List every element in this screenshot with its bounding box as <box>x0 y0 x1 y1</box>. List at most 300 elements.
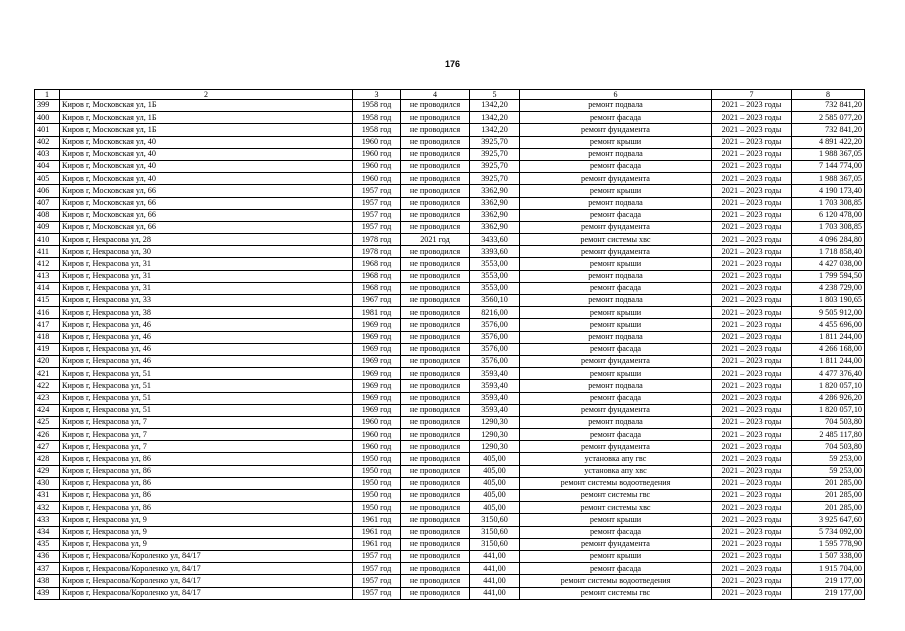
address-cell: Киров г, Некрасова ул, 51 <box>60 380 353 392</box>
area-cell: 405,00 <box>470 477 520 489</box>
period-cell: 2021 – 2023 годы <box>712 319 792 331</box>
table-row <box>35 160 865 172</box>
cost-cell: 4 190 173,40 <box>792 185 865 197</box>
area-cell: 3593,40 <box>470 368 520 380</box>
build-year-cell: 1969 год <box>353 331 401 343</box>
table-row <box>35 526 865 538</box>
period-cell: 2021 – 2023 годы <box>712 221 792 233</box>
period-cell: 2021 – 2023 годы <box>712 258 792 270</box>
table-row <box>35 453 865 465</box>
row-number-cell: 432 <box>35 502 60 514</box>
work-type-cell: ремонт фасада <box>520 392 712 404</box>
cost-cell: 201 285,00 <box>792 490 865 502</box>
last-repair-cell: не проводился <box>401 380 470 392</box>
row-number-cell: 401 <box>35 124 60 136</box>
row-number-cell: 415 <box>35 295 60 307</box>
cost-cell: 201 285,00 <box>792 477 865 489</box>
period-cell: 2021 – 2023 годы <box>712 246 792 258</box>
last-repair-cell: не проводился <box>401 319 470 331</box>
period-cell: 2021 – 2023 годы <box>712 429 792 441</box>
work-type-cell: ремонт крыши <box>520 514 712 526</box>
cost-cell: 4 266 168,00 <box>792 343 865 355</box>
last-repair-cell: не проводился <box>401 209 470 221</box>
table-row <box>35 124 865 136</box>
address-cell: Киров г, Некрасова ул, 9 <box>60 526 353 538</box>
address-cell: Киров г, Некрасова ул, 46 <box>60 355 353 367</box>
cost-cell: 7 144 774,00 <box>792 160 865 172</box>
area-cell: 3362,90 <box>470 209 520 221</box>
address-cell: Киров г, Некрасова ул, 28 <box>60 234 353 246</box>
build-year-cell: 1950 год <box>353 465 401 477</box>
row-number-cell: 407 <box>35 197 60 209</box>
work-type-cell: ремонт фасада <box>520 429 712 441</box>
row-number-cell: 404 <box>35 160 60 172</box>
table-row <box>35 148 865 160</box>
work-type-cell: ремонт фасада <box>520 160 712 172</box>
row-number-cell: 438 <box>35 575 60 587</box>
cost-cell: 1 820 057,10 <box>792 380 865 392</box>
address-cell: Киров г, Некрасова ул, 31 <box>60 282 353 294</box>
period-cell: 2021 – 2023 годы <box>712 209 792 221</box>
work-type-cell: ремонт фасада <box>520 526 712 538</box>
last-repair-cell: не проводился <box>401 258 470 270</box>
last-repair-cell: не проводился <box>401 392 470 404</box>
table-row <box>35 355 865 367</box>
address-cell: Киров г, Некрасова ул, 9 <box>60 514 353 526</box>
period-cell: 2021 – 2023 годы <box>712 185 792 197</box>
repair-program-table <box>34 89 865 600</box>
cost-cell: 704 503,80 <box>792 441 865 453</box>
last-repair-cell: не проводился <box>401 526 470 538</box>
cost-cell: 219 177,00 <box>792 587 865 599</box>
header-cell-work-type: 6 <box>520 90 712 100</box>
address-cell: Киров г, Некрасова ул, 86 <box>60 477 353 489</box>
last-repair-cell: не проводился <box>401 550 470 562</box>
work-type-cell: ремонт фундамента <box>520 246 712 258</box>
table-row <box>35 136 865 148</box>
period-cell: 2021 – 2023 годы <box>712 502 792 514</box>
row-number-cell: 421 <box>35 368 60 380</box>
address-cell: Киров г, Некрасова ул, 86 <box>60 453 353 465</box>
build-year-cell: 1950 год <box>353 453 401 465</box>
work-type-cell: ремонт системы водоотведения <box>520 477 712 489</box>
address-cell: Киров г, Некрасова ул, 86 <box>60 502 353 514</box>
area-cell: 3576,00 <box>470 319 520 331</box>
last-repair-cell: 2021 год <box>401 234 470 246</box>
last-repair-cell: не проводился <box>401 514 470 526</box>
work-type-cell: ремонт фасада <box>520 282 712 294</box>
area-cell: 405,00 <box>470 453 520 465</box>
work-type-cell: ремонт крыши <box>520 307 712 319</box>
cost-cell: 1 988 367,05 <box>792 173 865 185</box>
row-number-cell: 403 <box>35 148 60 160</box>
work-type-cell: ремонт подвала <box>520 270 712 282</box>
header-cell-address: 2 <box>60 90 353 100</box>
row-number-cell: 420 <box>35 355 60 367</box>
build-year-cell: 1961 год <box>353 526 401 538</box>
build-year-cell: 1957 год <box>353 587 401 599</box>
build-year-cell: 1960 год <box>353 429 401 441</box>
build-year-cell: 1960 год <box>353 441 401 453</box>
last-repair-cell: не проводился <box>401 477 470 489</box>
period-cell: 2021 – 2023 годы <box>712 441 792 453</box>
table-row <box>35 197 865 209</box>
build-year-cell: 1969 год <box>353 404 401 416</box>
address-cell: Киров г, Некрасова/Короленко ул, 84/17 <box>60 563 353 575</box>
address-cell: Киров г, Московская ул, 1Б <box>60 124 353 136</box>
area-cell: 3150,60 <box>470 538 520 550</box>
last-repair-cell: не проводился <box>401 112 470 124</box>
period-cell: 2021 – 2023 годы <box>712 331 792 343</box>
row-number-cell: 416 <box>35 307 60 319</box>
table-body <box>35 100 865 600</box>
area-cell: 405,00 <box>470 502 520 514</box>
cost-cell: 1 820 057,10 <box>792 404 865 416</box>
build-year-cell: 1950 год <box>353 502 401 514</box>
work-type-cell: ремонт подвала <box>520 100 712 112</box>
cost-cell: 1 703 308,85 <box>792 197 865 209</box>
address-cell: Киров г, Некрасова/Короленко ул, 84/17 <box>60 587 353 599</box>
work-type-cell: ремонт крыши <box>520 185 712 197</box>
table-row <box>35 234 865 246</box>
address-cell: Киров г, Московская ул, 40 <box>60 160 353 172</box>
work-type-cell: ремонт крыши <box>520 258 712 270</box>
cost-cell: 201 285,00 <box>792 502 865 514</box>
cost-cell: 2 585 077,20 <box>792 112 865 124</box>
table-row <box>35 575 865 587</box>
period-cell: 2021 – 2023 годы <box>712 148 792 160</box>
area-cell: 3393,60 <box>470 246 520 258</box>
row-number-cell: 436 <box>35 550 60 562</box>
last-repair-cell: не проводился <box>401 221 470 233</box>
row-number-cell: 414 <box>35 282 60 294</box>
area-cell: 1342,20 <box>470 124 520 136</box>
page-number: 176 <box>444 59 461 69</box>
last-repair-cell: не проводился <box>401 453 470 465</box>
table-row <box>35 307 865 319</box>
period-cell: 2021 – 2023 годы <box>712 307 792 319</box>
row-number-cell: 423 <box>35 392 60 404</box>
period-cell: 2021 – 2023 годы <box>712 197 792 209</box>
row-number-cell: 409 <box>35 221 60 233</box>
last-repair-cell: не проводился <box>401 538 470 550</box>
cost-cell: 1 595 778,90 <box>792 538 865 550</box>
build-year-cell: 1950 год <box>353 490 401 502</box>
table-row <box>35 112 865 124</box>
table-row <box>35 270 865 282</box>
address-cell: Киров г, Некрасова ул, 46 <box>60 331 353 343</box>
address-cell: Киров г, Некрасова ул, 9 <box>60 538 353 550</box>
build-year-cell: 1957 год <box>353 550 401 562</box>
work-type-cell: ремонт фундамента <box>520 441 712 453</box>
address-cell: Киров г, Московская ул, 66 <box>60 209 353 221</box>
build-year-cell: 1958 год <box>353 100 401 112</box>
area-cell: 3576,00 <box>470 355 520 367</box>
row-number-cell: 428 <box>35 453 60 465</box>
work-type-cell: ремонт подвала <box>520 148 712 160</box>
row-number-cell: 405 <box>35 173 60 185</box>
table-row <box>35 404 865 416</box>
build-year-cell: 1957 год <box>353 209 401 221</box>
cost-cell: 6 120 478,00 <box>792 209 865 221</box>
table-row <box>35 477 865 489</box>
address-cell: Киров г, Некрасова ул, 7 <box>60 429 353 441</box>
table-header <box>35 90 865 100</box>
table-row <box>35 563 865 575</box>
header-cell-cost: 8 <box>792 90 865 100</box>
last-repair-cell: не проводился <box>401 246 470 258</box>
address-cell: Киров г, Московская ул, 66 <box>60 185 353 197</box>
period-cell: 2021 – 2023 годы <box>712 343 792 355</box>
table-row <box>35 392 865 404</box>
build-year-cell: 1981 год <box>353 307 401 319</box>
row-number-cell: 408 <box>35 209 60 221</box>
work-type-cell: ремонт крыши <box>520 368 712 380</box>
area-cell: 3925,70 <box>470 148 520 160</box>
last-repair-cell: не проводился <box>401 465 470 477</box>
table-row <box>35 380 865 392</box>
last-repair-cell: не проводился <box>401 587 470 599</box>
area-cell: 3150,60 <box>470 514 520 526</box>
row-number-cell: 410 <box>35 234 60 246</box>
table-row <box>35 331 865 343</box>
work-type-cell: ремонт фундамента <box>520 404 712 416</box>
address-cell: Киров г, Некрасова ул, 51 <box>60 404 353 416</box>
row-number-cell: 399 <box>35 100 60 112</box>
table-row <box>35 343 865 355</box>
build-year-cell: 1968 год <box>353 270 401 282</box>
address-cell: Киров г, Некрасова ул, 46 <box>60 319 353 331</box>
table-row <box>35 185 865 197</box>
row-number-cell: 411 <box>35 246 60 258</box>
period-cell: 2021 – 2023 годы <box>712 587 792 599</box>
header-cell-year: 3 <box>353 90 401 100</box>
area-cell: 3362,90 <box>470 185 520 197</box>
area-cell: 441,00 <box>470 550 520 562</box>
area-cell: 8216,00 <box>470 307 520 319</box>
build-year-cell: 1969 год <box>353 368 401 380</box>
last-repair-cell: не проводился <box>401 270 470 282</box>
work-type-cell: ремонт фундамента <box>520 355 712 367</box>
table-row <box>35 550 865 562</box>
address-cell: Киров г, Московская ул, 1Б <box>60 100 353 112</box>
address-cell: Киров г, Некрасова/Короленко ул, 84/17 <box>60 575 353 587</box>
build-year-cell: 1957 год <box>353 575 401 587</box>
row-number-cell: 435 <box>35 538 60 550</box>
work-type-cell: ремонт системы водоотведения <box>520 575 712 587</box>
area-cell: 3560,10 <box>470 295 520 307</box>
address-cell: Киров г, Некрасова ул, 30 <box>60 246 353 258</box>
work-type-cell: ремонт системы хвс <box>520 234 712 246</box>
row-number-cell: 424 <box>35 404 60 416</box>
cost-cell: 1 988 367,05 <box>792 148 865 160</box>
last-repair-cell: не проводился <box>401 124 470 136</box>
area-cell: 405,00 <box>470 490 520 502</box>
build-year-cell: 1967 год <box>353 295 401 307</box>
last-repair-cell: не проводился <box>401 295 470 307</box>
cost-cell: 4 238 729,00 <box>792 282 865 294</box>
cost-cell: 1 803 190,65 <box>792 295 865 307</box>
last-repair-cell: не проводился <box>401 502 470 514</box>
last-repair-cell: не проводился <box>401 331 470 343</box>
table-row <box>35 441 865 453</box>
period-cell: 2021 – 2023 годы <box>712 490 792 502</box>
cost-cell: 3 925 647,60 <box>792 514 865 526</box>
address-cell: Киров г, Некрасова ул, 51 <box>60 392 353 404</box>
last-repair-cell: не проводился <box>401 136 470 148</box>
row-number-cell: 412 <box>35 258 60 270</box>
area-cell: 1290,30 <box>470 429 520 441</box>
period-cell: 2021 – 2023 годы <box>712 404 792 416</box>
table-row <box>35 246 865 258</box>
cost-cell: 219 177,00 <box>792 575 865 587</box>
area-cell: 3576,00 <box>470 343 520 355</box>
area-cell: 3362,90 <box>470 221 520 233</box>
row-number-cell: 437 <box>35 563 60 575</box>
build-year-cell: 1969 год <box>353 355 401 367</box>
cost-cell: 4 286 926,20 <box>792 392 865 404</box>
area-cell: 3553,00 <box>470 282 520 294</box>
last-repair-cell: не проводился <box>401 197 470 209</box>
work-type-cell: ремонт фундамента <box>520 124 712 136</box>
build-year-cell: 1957 год <box>353 563 401 575</box>
work-type-cell: ремонт подвала <box>520 331 712 343</box>
table-row <box>35 465 865 477</box>
row-number-cell: 434 <box>35 526 60 538</box>
area-cell: 3593,40 <box>470 380 520 392</box>
last-repair-cell: не проводился <box>401 441 470 453</box>
work-type-cell: ремонт фасада <box>520 209 712 221</box>
work-type-cell: ремонт фундамента <box>520 173 712 185</box>
table-row <box>35 221 865 233</box>
cost-cell: 59 253,00 <box>792 465 865 477</box>
period-cell: 2021 – 2023 годы <box>712 295 792 307</box>
address-cell: Киров г, Некрасова/Короленко ул, 84/17 <box>60 550 353 562</box>
area-cell: 1342,20 <box>470 112 520 124</box>
cost-cell: 1 718 858,40 <box>792 246 865 258</box>
address-cell: Киров г, Некрасова ул, 33 <box>60 295 353 307</box>
build-year-cell: 1960 год <box>353 160 401 172</box>
address-cell: Киров г, Некрасова ул, 86 <box>60 490 353 502</box>
period-cell: 2021 – 2023 годы <box>712 282 792 294</box>
table-row <box>35 319 865 331</box>
row-number-cell: 426 <box>35 429 60 441</box>
build-year-cell: 1960 год <box>353 148 401 160</box>
row-number-cell: 406 <box>35 185 60 197</box>
last-repair-cell: не проводился <box>401 160 470 172</box>
table-row <box>35 209 865 221</box>
last-repair-cell: не проводился <box>401 185 470 197</box>
address-cell: Киров г, Некрасова ул, 7 <box>60 441 353 453</box>
work-type-cell: ремонт подвала <box>520 295 712 307</box>
address-cell: Киров г, Некрасова ул, 46 <box>60 343 353 355</box>
period-cell: 2021 – 2023 годы <box>712 355 792 367</box>
row-number-cell: 439 <box>35 587 60 599</box>
table-row <box>35 100 865 112</box>
period-cell: 2021 – 2023 годы <box>712 392 792 404</box>
row-number-cell: 433 <box>35 514 60 526</box>
build-year-cell: 1960 год <box>353 136 401 148</box>
area-cell: 3362,90 <box>470 197 520 209</box>
row-number-cell: 419 <box>35 343 60 355</box>
work-type-cell: ремонт системы гвс <box>520 587 712 599</box>
cost-cell: 4 455 696,00 <box>792 319 865 331</box>
area-cell: 3925,70 <box>470 160 520 172</box>
last-repair-cell: не проводился <box>401 416 470 428</box>
period-cell: 2021 – 2023 годы <box>712 514 792 526</box>
period-cell: 2021 – 2023 годы <box>712 100 792 112</box>
period-cell: 2021 – 2023 годы <box>712 136 792 148</box>
cost-cell: 9 505 912,00 <box>792 307 865 319</box>
cost-cell: 1 703 308,85 <box>792 221 865 233</box>
last-repair-cell: не проводился <box>401 173 470 185</box>
work-type-cell: ремонт фасада <box>520 112 712 124</box>
last-repair-cell: не проводился <box>401 307 470 319</box>
address-cell: Киров г, Некрасова ул, 31 <box>60 270 353 282</box>
table-row <box>35 514 865 526</box>
address-cell: Киров г, Некрасова ул, 51 <box>60 368 353 380</box>
address-cell: Киров г, Некрасова ул, 31 <box>60 258 353 270</box>
header-cell-last-repair: 4 <box>401 90 470 100</box>
period-cell: 2021 – 2023 годы <box>712 234 792 246</box>
cost-cell: 4 477 376,40 <box>792 368 865 380</box>
address-cell: Киров г, Московская ул, 40 <box>60 173 353 185</box>
row-number-cell: 402 <box>35 136 60 148</box>
period-cell: 2021 – 2023 годы <box>712 575 792 587</box>
work-type-cell: ремонт подвала <box>520 380 712 392</box>
row-number-cell: 413 <box>35 270 60 282</box>
period-cell: 2021 – 2023 годы <box>712 538 792 550</box>
build-year-cell: 1969 год <box>353 392 401 404</box>
cost-cell: 4 096 284,80 <box>792 234 865 246</box>
header-cell-area: 5 <box>470 90 520 100</box>
area-cell: 405,00 <box>470 465 520 477</box>
cost-cell: 732 841,20 <box>792 100 865 112</box>
build-year-cell: 1957 год <box>353 185 401 197</box>
header-cell-number: 1 <box>35 90 60 100</box>
table-row <box>35 295 865 307</box>
last-repair-cell: не проводился <box>401 404 470 416</box>
build-year-cell: 1978 год <box>353 246 401 258</box>
cost-cell: 2 485 117,80 <box>792 429 865 441</box>
address-cell: Киров г, Некрасова ул, 86 <box>60 465 353 477</box>
row-number-cell: 422 <box>35 380 60 392</box>
period-cell: 2021 – 2023 годы <box>712 416 792 428</box>
work-type-cell: установка апу гвс <box>520 453 712 465</box>
area-cell: 3553,00 <box>470 258 520 270</box>
header-cell-period: 7 <box>712 90 792 100</box>
work-type-cell: ремонт крыши <box>520 550 712 562</box>
last-repair-cell: не проводился <box>401 343 470 355</box>
area-cell: 3593,40 <box>470 392 520 404</box>
area-cell: 441,00 <box>470 563 520 575</box>
period-cell: 2021 – 2023 годы <box>712 550 792 562</box>
last-repair-cell: не проводился <box>401 563 470 575</box>
period-cell: 2021 – 2023 годы <box>712 563 792 575</box>
table-row <box>35 490 865 502</box>
period-cell: 2021 – 2023 годы <box>712 477 792 489</box>
work-type-cell: ремонт подвала <box>520 416 712 428</box>
table-row <box>35 368 865 380</box>
build-year-cell: 1958 год <box>353 112 401 124</box>
work-type-cell: ремонт крыши <box>520 136 712 148</box>
area-cell: 3576,00 <box>470 331 520 343</box>
area-cell: 441,00 <box>470 587 520 599</box>
cost-cell: 1 507 338,00 <box>792 550 865 562</box>
period-cell: 2021 – 2023 годы <box>712 368 792 380</box>
table-row <box>35 416 865 428</box>
table-row <box>35 258 865 270</box>
